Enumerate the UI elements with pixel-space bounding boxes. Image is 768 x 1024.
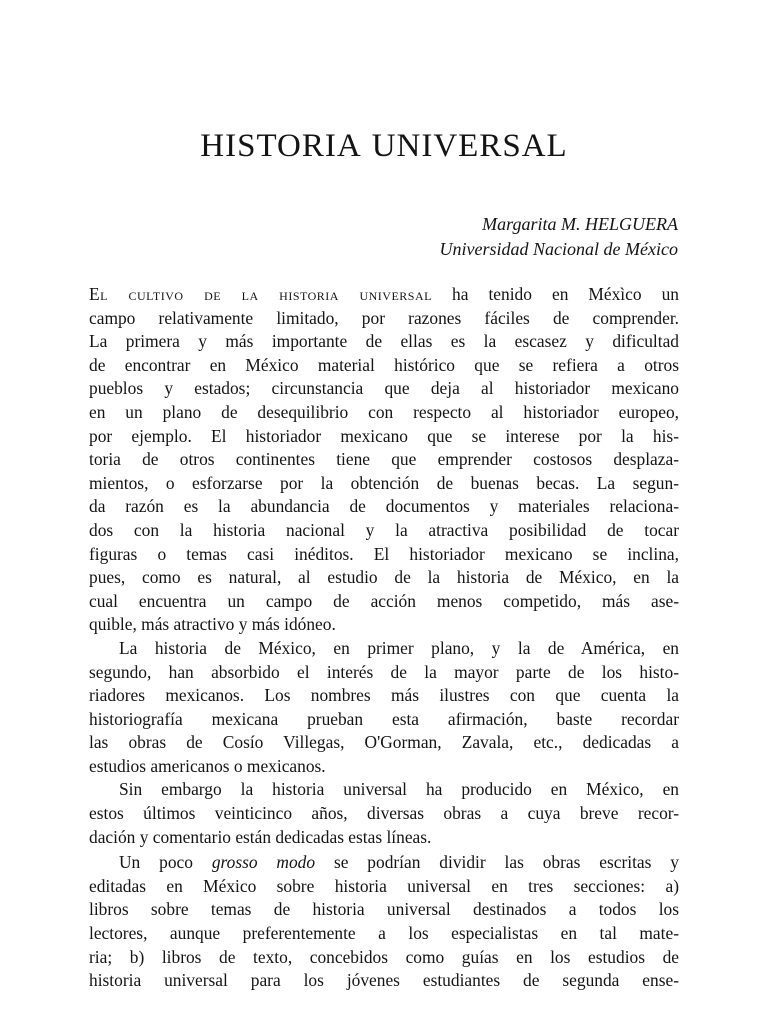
text-line: figuras o temas casi inéditos. El historiador mexicano se inclina, [89, 543, 679, 564]
text-line: segundo, han absorbido el interés de la mayor parte de los histo- [89, 661, 679, 682]
text-line: estos últimos veinticinco años, diversas obras a cuya breve recor- [89, 803, 679, 824]
byline [440, 212, 678, 262]
text-line: editadas en México sobre historia universal en tres secciones: a) [89, 875, 679, 896]
text-line: La primera y más importante de ellas es la escasez y dificultad [89, 331, 679, 352]
paragraph-4 [89, 851, 679, 993]
text-line: riadores mexicanos. Los nombres más ilustres con que cuenta la [89, 685, 679, 706]
text-line: historia universal para los jóvenes estudiantes de segunda ense- [89, 970, 679, 991]
text-line: por ejemplo. El historiador mexicano que se interese por la his- [89, 425, 679, 446]
text-line: toria de otros continentes tiene que emprender costosos desplaza- [89, 449, 679, 470]
text-line: Un poco grosso modo se podrían dividir las obras escritas y [119, 852, 679, 873]
text-line: campo relativamente limitado, por razones fáciles de comprender. [89, 307, 679, 328]
paragraph-3 [89, 778, 679, 849]
text-line: historiografía mexicana prueban esta afirmación, baste recordar [89, 708, 679, 729]
text-line: estudios americanos o mexicanos. [89, 755, 326, 776]
text-line: pueblos y estados; circunstancia que deja al historiador mexicano [89, 378, 679, 399]
article-title [0, 128, 768, 165]
paragraph-1 [89, 283, 679, 637]
paragraph-2 [89, 637, 679, 779]
text-line: cual encuentra un campo de acción menos competido, más ase- [89, 590, 679, 611]
text-line: dación y comentario están dedicadas estas líneas. [89, 826, 432, 847]
text-line: quible, más atractivo y más idóneo. [89, 614, 336, 635]
author-affiliation: Universidad Nacional de México [439, 239, 678, 259]
text-line: ria; b) libros de texto, concebidos como guías en los estudios de [89, 946, 679, 967]
text-line: dos con la historia nacional y la atractiva posibilidad de tocar [89, 519, 679, 540]
text-line: mientos, o esforzarse por la obtención de buenas becas. La segun- [89, 472, 679, 493]
text-line: da razón es la abundancia de documentos y materiales relaciona- [89, 496, 679, 517]
text-line: La historia de México, en primer plano, y la de América, en [119, 637, 679, 658]
text-line: lectores, aunque preferentemente a los especialistas en tal mate- [89, 923, 679, 944]
lead-smallcaps: El cultivo de la historia universal [89, 284, 432, 304]
title-word-2: UNIVERSAL [371, 128, 568, 164]
text-line: El cultivo de la historia universal ha tenido en Méxìco un [89, 284, 679, 304]
text-line: libros sobre temas de historia universal destinados a todos los [89, 899, 679, 920]
text-line: de encontrar en México material histórico que se refiera a otros [89, 354, 679, 375]
author-name: Margarita M. HELGUERA [482, 214, 678, 234]
text-line: Sin embargo la historia universal ha producido en México, en [119, 779, 679, 800]
italic-phrase: grosso modo [211, 852, 316, 873]
text-line: en un plano de desequilibrio con respecto al historiador europeo, [89, 401, 679, 422]
title-word-1: HISTORIA [200, 128, 362, 164]
text-line: pues, como es natural, al estudio de la historia de México, en la [89, 567, 679, 588]
text-line: las obras de Cosío Villegas, O'Gorman, Zavala, etc., dedicadas a [89, 732, 679, 753]
article-body [89, 283, 679, 993]
